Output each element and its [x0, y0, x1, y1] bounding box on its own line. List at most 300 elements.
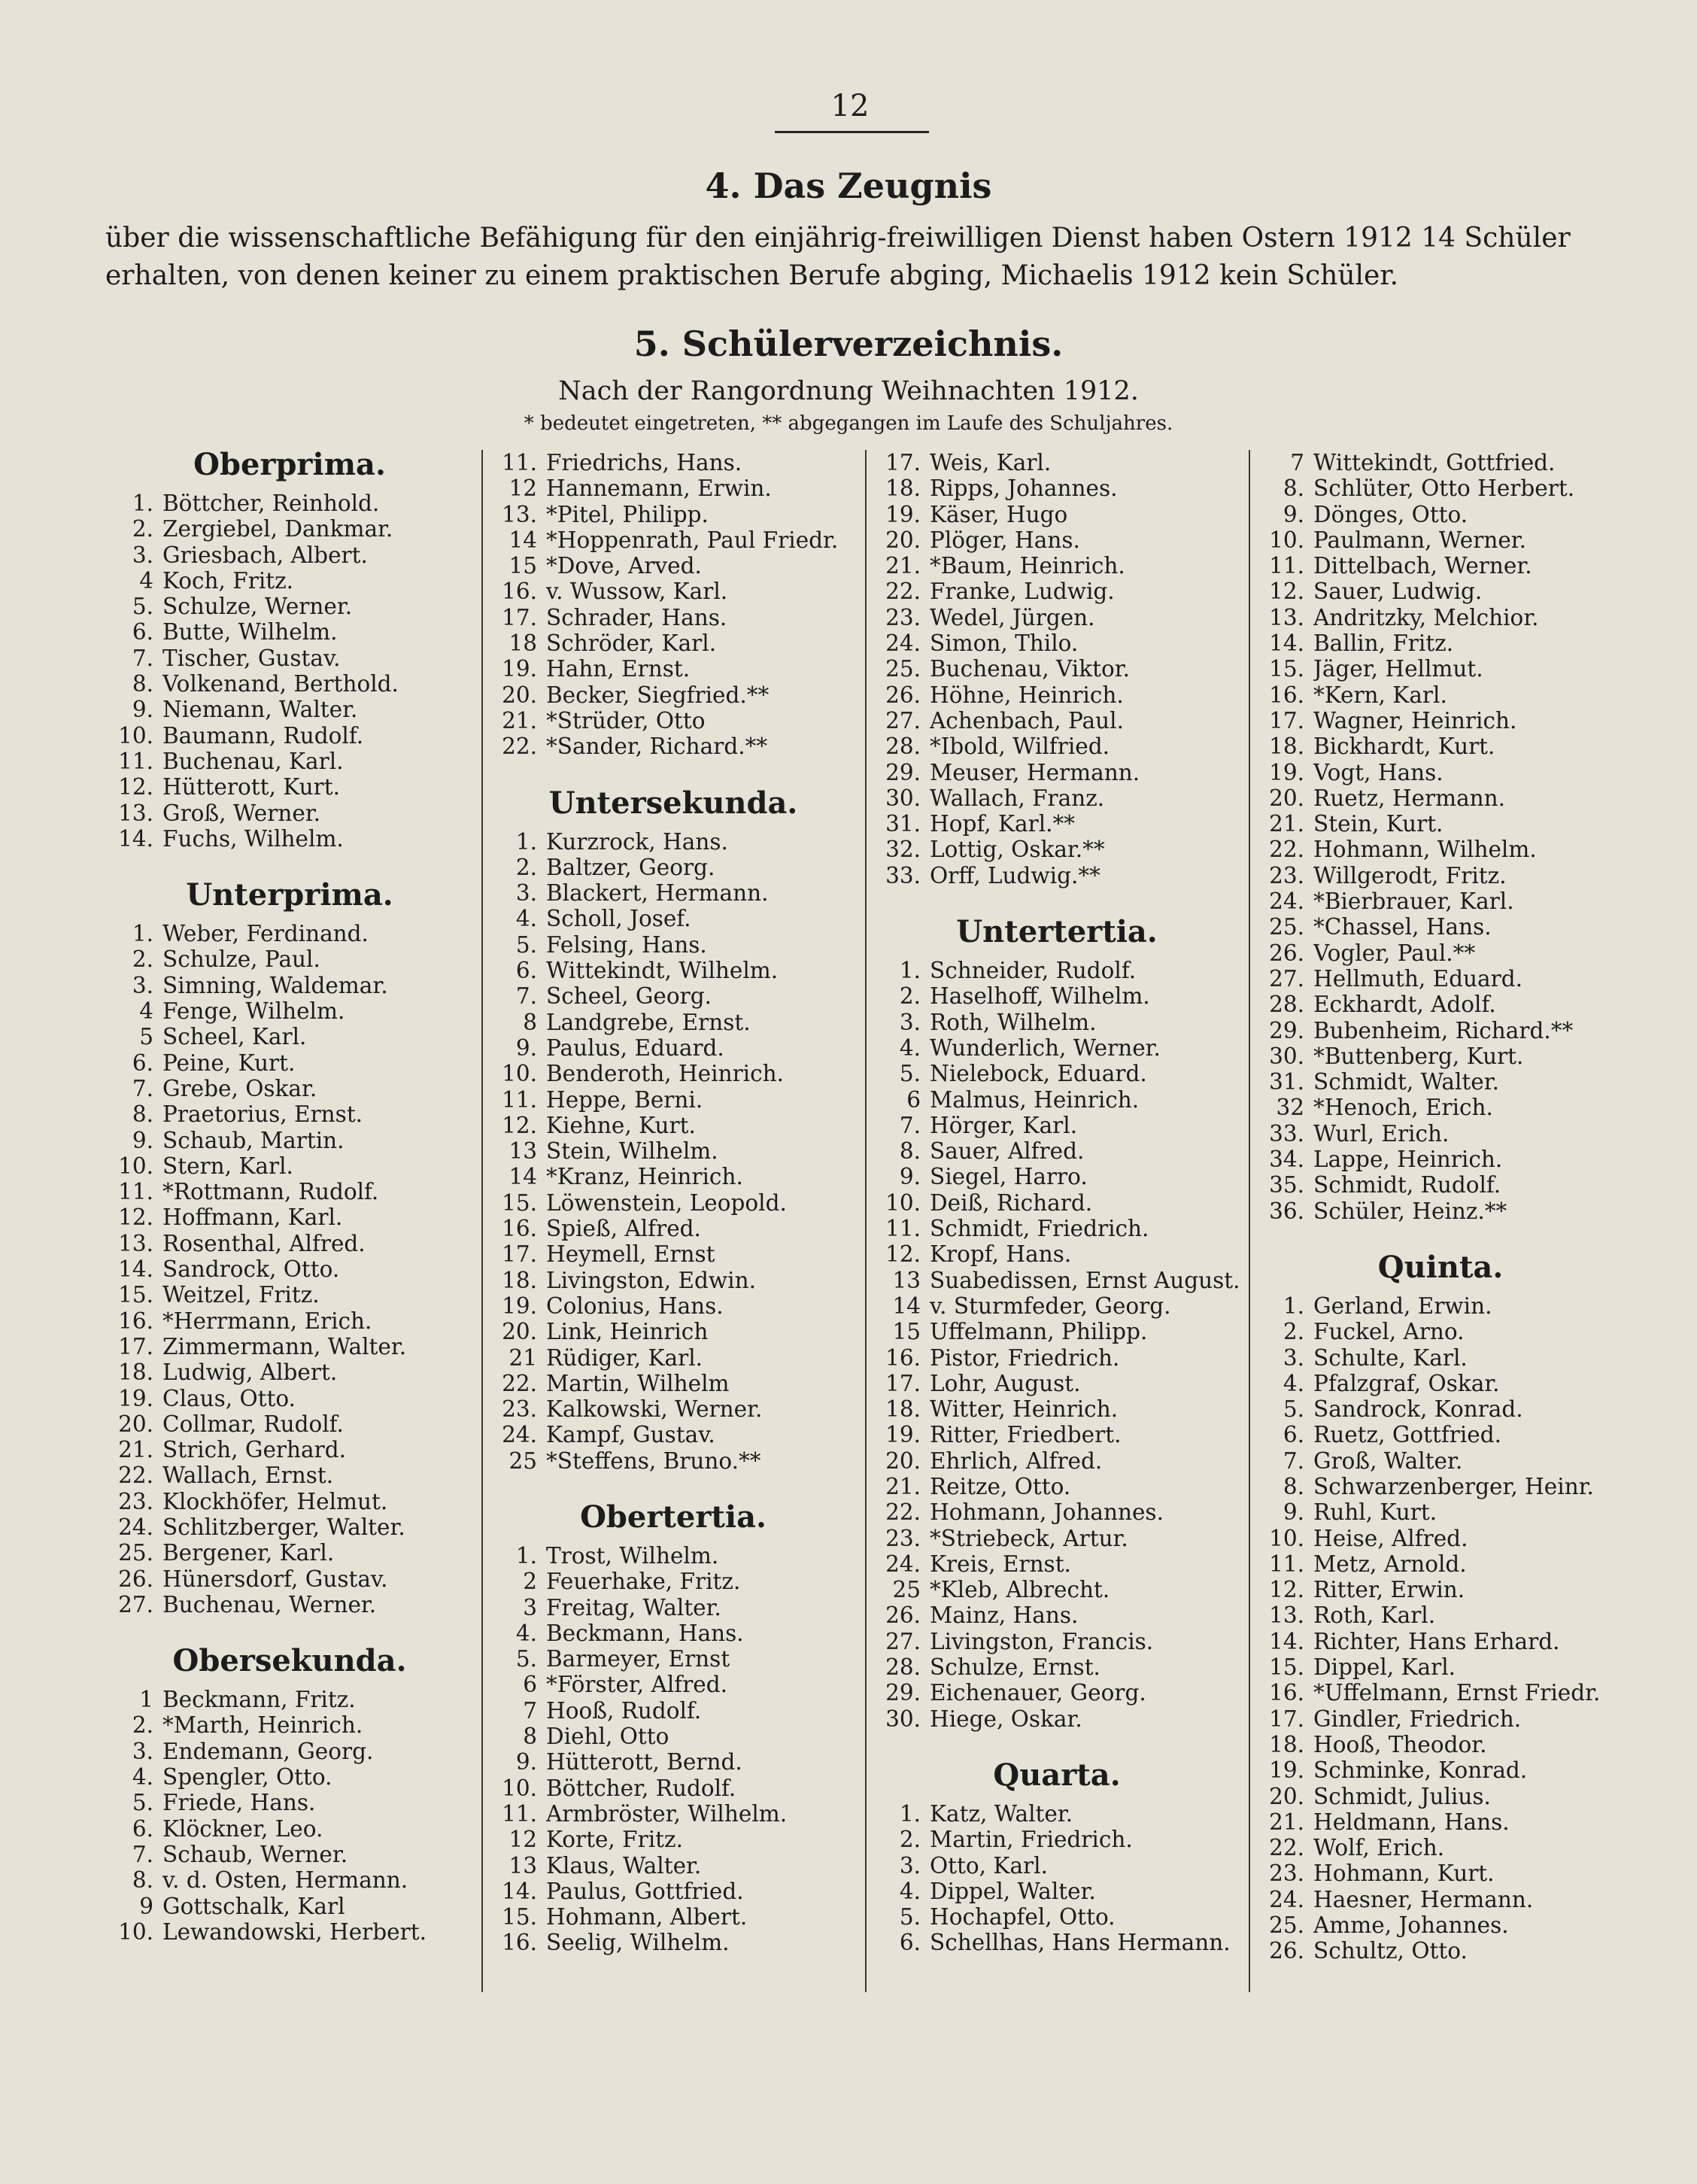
student-entry [105, 1514, 474, 1540]
rank-number: 24. [1269, 1886, 1304, 1912]
student-entry [873, 1293, 1241, 1319]
rank-number: 26. [1269, 940, 1304, 966]
student-entry [1256, 708, 1625, 734]
student-name: Korte, Fritz. [546, 1827, 683, 1853]
student-entry [1256, 1198, 1625, 1224]
student-entry [873, 1853, 1241, 1879]
rank-number: 12. [502, 1112, 537, 1138]
student-entry [1256, 1018, 1625, 1043]
rank-number: 12. [118, 1204, 153, 1231]
student-name: Nielebock, Eduard. [930, 1061, 1147, 1087]
student-entry [873, 630, 1241, 656]
rank-number: 11. [118, 1179, 153, 1205]
student-name: v. Sturmfeder, Georg. [930, 1292, 1171, 1319]
student-name: *Buttenberg, Kurt. [1313, 1043, 1524, 1069]
student-name: Löwenstein, Leopold. [546, 1189, 787, 1216]
rank-number: 2. [132, 1712, 153, 1739]
rank-number: 19. [118, 1385, 153, 1411]
student-name: Siegel, Harro. [930, 1164, 1088, 1190]
rank-number: 13 [508, 1852, 537, 1879]
section4-line: erhalten, von denen keiner zu einem praktischen Berufe abging, Michaelis 1912 kein Schüler. [105, 260, 1399, 291]
student-name: Pistor, Friedrich. [930, 1344, 1120, 1371]
rank-number: 23. [502, 1396, 537, 1423]
student-name: Schüler, Heinz.** [1313, 1198, 1507, 1224]
student-entry [873, 1930, 1241, 1955]
student-name: Fuckel, Arno. [1313, 1319, 1465, 1345]
student-entry [873, 1035, 1241, 1061]
column-1 [105, 447, 474, 2000]
section4-title: 4. Das Zeugnis [705, 166, 992, 206]
student-name: *Kern, Karl. [1313, 682, 1447, 708]
student-name: Bickhardt, Kurt. [1313, 734, 1495, 760]
student-entry [1256, 450, 1625, 475]
student-name: Heppe, Berni. [546, 1086, 703, 1113]
student-name: Felsing, Hans. [546, 931, 707, 958]
student-name: Roth, Wilhelm. [930, 1009, 1097, 1035]
rank-number: 21. [885, 553, 921, 579]
student-name: Praetorius, Ernst. [162, 1101, 363, 1128]
rank-number: 1 [139, 1687, 153, 1713]
student-entry [1256, 1319, 1625, 1344]
student-name: Martin, Friedrich. [930, 1827, 1133, 1853]
rank-number: 32. [885, 837, 921, 863]
student-entry [1256, 1396, 1625, 1422]
student-name: Ritter, Erwin. [1313, 1577, 1465, 1603]
student-entry [105, 1101, 474, 1127]
student-name: Ludwig, Albert. [162, 1359, 338, 1386]
student-entry [873, 734, 1241, 759]
student-entry [1256, 1293, 1625, 1319]
rank-number: 28. [1269, 992, 1304, 1018]
rank-number: 16. [502, 579, 537, 605]
rank-number: 13. [118, 800, 153, 826]
student-entry [1256, 966, 1625, 992]
rank-number: 31. [885, 811, 921, 837]
rank-number: 22. [502, 1370, 537, 1396]
student-entry [489, 475, 858, 501]
student-entry [873, 1680, 1241, 1706]
student-entry [489, 1595, 858, 1621]
rank-number: 13. [1269, 1602, 1304, 1629]
student-entry [873, 527, 1241, 553]
student-name: Gerland, Erwin. [1313, 1292, 1492, 1319]
student-entry [1256, 1577, 1625, 1602]
student-entry [873, 1904, 1241, 1930]
rank-number: 5. [515, 1646, 537, 1672]
student-name: Lohr, August. [930, 1370, 1081, 1396]
student-name: Hahn, Ernst. [546, 656, 691, 682]
student-entry [1256, 1602, 1625, 1628]
rank-number: 25. [118, 1540, 153, 1566]
student-entry [1256, 888, 1625, 914]
student-entry [873, 1138, 1241, 1164]
rank-number: 14. [1269, 630, 1304, 657]
student-name: Schellhas, Hans Hermann. [930, 1930, 1231, 1956]
rank-number: 7. [899, 1112, 921, 1138]
rank-number: 17. [885, 450, 921, 475]
student-entry [489, 1646, 858, 1672]
student-name: Reitze, Otto. [930, 1473, 1071, 1499]
rank-number: 24. [885, 630, 921, 657]
rank-number: 9. [132, 697, 153, 723]
column-divider [865, 450, 867, 1992]
student-name: Beckmann, Hans. [546, 1620, 744, 1646]
rank-number: 25. [1269, 1912, 1304, 1939]
student-name: Pfalzgraf, Oskar. [1313, 1370, 1500, 1396]
student-name: Paulus, Gottfried. [546, 1878, 744, 1904]
student-entry [873, 553, 1241, 579]
student-name: Orff, Ludwig.** [930, 862, 1100, 888]
student-name: Klöckner, Leo. [162, 1815, 323, 1842]
student-entry [105, 973, 474, 998]
rank-number: 33. [885, 862, 921, 888]
rank-number: 7. [1283, 1447, 1304, 1474]
student-name: Eckhardt, Adolf. [1313, 992, 1496, 1018]
rank-number: 10. [118, 722, 153, 749]
rank-number: 19. [1269, 759, 1304, 785]
student-entry [105, 1179, 474, 1204]
rank-number: 25 [508, 1447, 537, 1474]
rank-number: 2. [132, 946, 153, 973]
student-name: Baumann, Rudolf. [162, 722, 364, 749]
rank-number: 28. [885, 734, 921, 760]
rank-number: 27. [885, 1628, 921, 1654]
student-name: Becker, Siegfried.** [546, 682, 770, 708]
rank-number: 26. [885, 682, 921, 708]
student-entry [105, 1919, 474, 1945]
student-name: Dönges, Otto. [1313, 501, 1468, 527]
rank-number: 2. [899, 983, 921, 1010]
class-section [105, 447, 474, 852]
section4-line: über die wissenschaftliche Befähigung für den einjährig-freiwilligen Dienst haben Ostern 1912 14 Schüler [105, 223, 1571, 254]
rank-number: 18. [1269, 734, 1304, 760]
student-name: Dittelbach, Werner. [1313, 553, 1532, 579]
student-name: Fenge, Wilhelm. [162, 998, 345, 1025]
rank-number: 10. [502, 1061, 537, 1087]
student-name: Kropf, Hans. [930, 1241, 1072, 1268]
rank-number: 28. [885, 1654, 921, 1681]
rank-number: 20. [118, 1411, 153, 1437]
rank-number: 16. [502, 1930, 537, 1956]
rank-number: 19. [1269, 1757, 1304, 1784]
student-name: Jäger, Hellmut. [1313, 656, 1483, 682]
rank-number: 18. [885, 1396, 921, 1423]
rank-number: 17. [1269, 1706, 1304, 1732]
student-name: Simning, Waldemar. [162, 972, 388, 998]
rank-number: 6 [906, 1086, 921, 1113]
student-entry [105, 1334, 474, 1359]
student-entry [105, 645, 474, 671]
student-name: Höhne, Heinrich. [930, 682, 1124, 708]
student-name: Wallach, Franz. [930, 785, 1105, 811]
student-entry [873, 1241, 1241, 1267]
student-entry [489, 1749, 858, 1775]
student-entry [873, 1448, 1241, 1474]
student-name: Buchenau, Viktor. [930, 656, 1130, 682]
student-name: Volkenand, Berthold. [162, 671, 399, 697]
student-entry [489, 1319, 858, 1344]
student-name: Hochapfel, Otto. [930, 1904, 1116, 1930]
student-name: *Pitel, Philipp. [546, 501, 709, 527]
student-name: Wagner, Heinrich. [1313, 707, 1517, 734]
student-entry [873, 1113, 1241, 1138]
student-name: Fuchs, Wilhelm. [162, 825, 344, 852]
rank-number: 19. [502, 1292, 537, 1319]
class-heading: Obertertia. [580, 1499, 767, 1535]
student-entry [1256, 553, 1625, 579]
student-name: Willgerodt, Fritz. [1313, 862, 1507, 888]
rank-number: 26. [118, 1566, 153, 1592]
student-entry [489, 450, 858, 475]
student-entry [1256, 1912, 1625, 1938]
student-name: *Henoch, Erich. [1313, 1095, 1493, 1121]
rank-number: 5. [899, 1904, 921, 1930]
column-2 [489, 450, 858, 2000]
student-name: *Baum, Heinrich. [930, 553, 1125, 579]
student-entry [489, 1268, 858, 1293]
rank-number: 4 [139, 567, 153, 594]
rank-number: 2. [515, 854, 537, 880]
rank-number: 2 [523, 1569, 537, 1595]
student-entry [873, 1216, 1241, 1241]
student-name: Schaub, Martin. [162, 1127, 345, 1153]
student-name: *Kleb, Albrecht. [930, 1577, 1110, 1603]
rank-number: 5 [139, 1024, 153, 1050]
rank-number: 8. [1283, 475, 1304, 502]
rank-number: 10. [118, 1918, 153, 1945]
rank-number: 13. [1269, 604, 1304, 630]
student-entry [873, 983, 1241, 1009]
rank-number: 24. [502, 1422, 537, 1448]
section5-subtitle: Nach der Rangordnung Weihnachten 1912. [558, 376, 1139, 406]
student-entry [873, 958, 1241, 983]
rank-number: 15. [1269, 1654, 1304, 1681]
student-entry [1256, 1757, 1625, 1783]
rank-number: 1. [1283, 1292, 1304, 1319]
rank-number: 23. [1269, 862, 1304, 888]
student-name: Spengler, Otto. [162, 1764, 332, 1791]
rank-number: 20. [1269, 785, 1304, 811]
student-entry [105, 1308, 474, 1334]
rank-number: 31. [1269, 1069, 1304, 1095]
student-entry [1256, 1629, 1625, 1654]
student-name: Schultz, Otto. [1313, 1938, 1468, 1964]
student-entry [1256, 1654, 1625, 1680]
rank-number: 30. [885, 1706, 921, 1732]
page-number-rule [775, 131, 929, 133]
student-entry [489, 1672, 858, 1697]
rank-number: 22. [118, 1463, 153, 1489]
rank-number: 29. [885, 1680, 921, 1706]
rank-number: 3. [1283, 1344, 1304, 1371]
student-entry [489, 906, 858, 931]
student-name: Hellmuth, Eduard. [1313, 965, 1523, 992]
student-name: Ruhl, Kurt. [1313, 1499, 1437, 1526]
class-section [1256, 450, 1625, 1224]
student-entry [1256, 1043, 1625, 1069]
student-entry [1256, 837, 1625, 862]
student-entry [489, 605, 858, 630]
student-entry [105, 1128, 474, 1153]
student-name: Roth, Karl. [1313, 1602, 1436, 1629]
student-name: Andritzky, Melchior. [1313, 604, 1539, 630]
rank-number: 5. [132, 594, 153, 620]
student-entry [873, 579, 1241, 604]
student-entry [1256, 579, 1625, 604]
student-name: Butte, Wilhelm. [162, 619, 338, 645]
rank-number: 20. [885, 1447, 921, 1474]
student-name: *Kranz, Heinrich. [546, 1164, 743, 1190]
student-entry [105, 1437, 474, 1463]
rank-number: 17. [885, 1370, 921, 1396]
rank-number: 4. [899, 1034, 921, 1061]
rank-number: 32 [1276, 1095, 1304, 1121]
student-entry [873, 1010, 1241, 1035]
student-name: Dippel, Walter. [930, 1878, 1096, 1904]
student-name: Endemann, Georg. [162, 1738, 374, 1764]
student-name: Hütterott, Kurt. [162, 774, 340, 800]
rank-number: 27. [885, 707, 921, 734]
student-entry [1256, 1345, 1625, 1371]
rank-number: 4. [515, 906, 537, 932]
rank-number: 12. [1269, 579, 1304, 605]
rank-number: 33. [1269, 1120, 1304, 1147]
student-name: Kreis, Ernst. [930, 1551, 1071, 1577]
class-section [873, 450, 1241, 888]
rank-number: 16. [502, 1216, 537, 1242]
class-section [105, 877, 474, 1617]
rank-number: 13 [892, 1267, 921, 1293]
section4-text [105, 220, 1598, 295]
student-entry [873, 1345, 1241, 1371]
student-entry [1256, 1121, 1625, 1147]
student-entry [489, 1801, 858, 1827]
rank-number: 14. [1269, 1628, 1304, 1654]
student-entry [873, 1526, 1241, 1551]
student-entry [873, 475, 1241, 501]
rank-number: 4. [1283, 1370, 1304, 1396]
student-name: Paulmann, Werner. [1313, 527, 1527, 553]
student-name: Schwarzenberger, Heinr. [1313, 1473, 1594, 1499]
column-3 [873, 450, 1241, 2000]
class-section [1256, 1249, 1625, 1964]
student-name: v. d. Osten, Hermann. [162, 1867, 408, 1894]
student-entry [873, 1371, 1241, 1396]
rank-number: 2. [132, 516, 153, 542]
student-name: Dippel, Karl. [1313, 1654, 1456, 1681]
class-heading: Oberprima. [193, 447, 386, 482]
rank-number: 11. [502, 1800, 537, 1827]
student-name: *Uffelmann, Ernst Friedr. [1313, 1680, 1601, 1706]
student-entry [105, 1894, 474, 1919]
rank-number: 15. [1269, 656, 1304, 682]
student-name: Schlüter, Otto Herbert. [1313, 475, 1575, 502]
student-entry [1256, 992, 1625, 1017]
rank-number: 5. [1283, 1396, 1304, 1423]
student-entry [1256, 1172, 1625, 1198]
student-name: Koch, Fritz. [162, 567, 294, 594]
student-name: Hohmann, Kurt. [1313, 1861, 1495, 1887]
rank-number: 22. [885, 1499, 921, 1526]
rank-number: 30. [1269, 1043, 1304, 1069]
student-name: Wedel, Jürgen. [930, 604, 1095, 630]
student-entry [489, 1371, 858, 1396]
student-name: Eichenauer, Georg. [930, 1680, 1146, 1706]
student-name: Scholl, Josef. [546, 906, 691, 932]
student-entry [105, 774, 474, 800]
student-name: Malmus, Heinrich. [930, 1086, 1140, 1113]
student-entry [489, 1241, 858, 1267]
student-entry [489, 579, 858, 604]
student-entry [489, 1853, 858, 1879]
rank-number: 4. [132, 1764, 153, 1791]
student-entry [489, 1543, 858, 1569]
student-name: Otto, Karl. [930, 1852, 1048, 1879]
student-entry [1256, 1809, 1625, 1835]
student-name: Stein, Wilhelm. [546, 1138, 718, 1165]
student-name: *Sander, Richard.** [546, 734, 768, 760]
rank-number: 23. [885, 604, 921, 630]
student-name: Vogt, Hans. [1313, 759, 1444, 785]
student-name: Friede, Hans. [162, 1790, 316, 1816]
rank-number: 3. [899, 1852, 921, 1879]
student-entry [1256, 1706, 1625, 1732]
student-name: Link, Heinrich [546, 1319, 709, 1345]
student-name: Wolf, Erich. [1313, 1835, 1445, 1861]
student-name: Hoffmann, Karl. [162, 1204, 343, 1231]
rank-number: 3. [132, 542, 153, 568]
rank-number: 3. [515, 880, 537, 907]
student-entry [489, 829, 858, 855]
student-entry [105, 1790, 474, 1815]
student-name: Buchenau, Werner. [162, 1591, 377, 1617]
rank-number: 6. [1283, 1422, 1304, 1448]
rank-number: 18. [502, 1267, 537, 1293]
rank-number: 15 [892, 1319, 921, 1345]
student-name: Ripps, Johannes. [930, 475, 1118, 502]
student-name: *Rottmann, Rudolf. [162, 1179, 379, 1205]
student-entry [1256, 940, 1625, 966]
rank-number: 18. [885, 475, 921, 502]
student-entry [1256, 914, 1625, 940]
rank-number: 8 [523, 1009, 537, 1035]
rank-number: 19. [502, 656, 537, 682]
student-name: Amme, Johannes. [1313, 1912, 1509, 1939]
rank-number: 14 [892, 1292, 921, 1319]
student-entry [105, 1687, 474, 1712]
student-entry [489, 1035, 858, 1061]
student-name: *Hoppenrath, Paul Friedr. [546, 527, 839, 553]
student-entry [873, 837, 1241, 862]
student-name: Stern, Karl. [162, 1153, 293, 1179]
rank-number: 6 [523, 1672, 537, 1698]
student-name: Richter, Hans Erhard. [1313, 1628, 1560, 1654]
student-name: Franke, Ludwig. [930, 579, 1115, 605]
rank-number: 18. [1269, 1731, 1304, 1757]
student-entry [873, 1602, 1241, 1628]
student-name: Schmidt, Rudolf. [1313, 1172, 1501, 1198]
student-name: Feuerhake, Fritz. [546, 1569, 741, 1595]
student-entry [105, 1386, 474, 1411]
student-entry [105, 619, 474, 645]
student-name: Ruetz, Gottfried. [1313, 1422, 1502, 1448]
student-entry [489, 1775, 858, 1801]
rank-number: 8. [899, 1138, 921, 1165]
rank-number: 2. [1283, 1319, 1304, 1345]
rank-number: 20. [1269, 1783, 1304, 1809]
student-name: Groß, Werner. [162, 800, 321, 826]
student-name: Schulte, Karl. [1313, 1344, 1468, 1371]
